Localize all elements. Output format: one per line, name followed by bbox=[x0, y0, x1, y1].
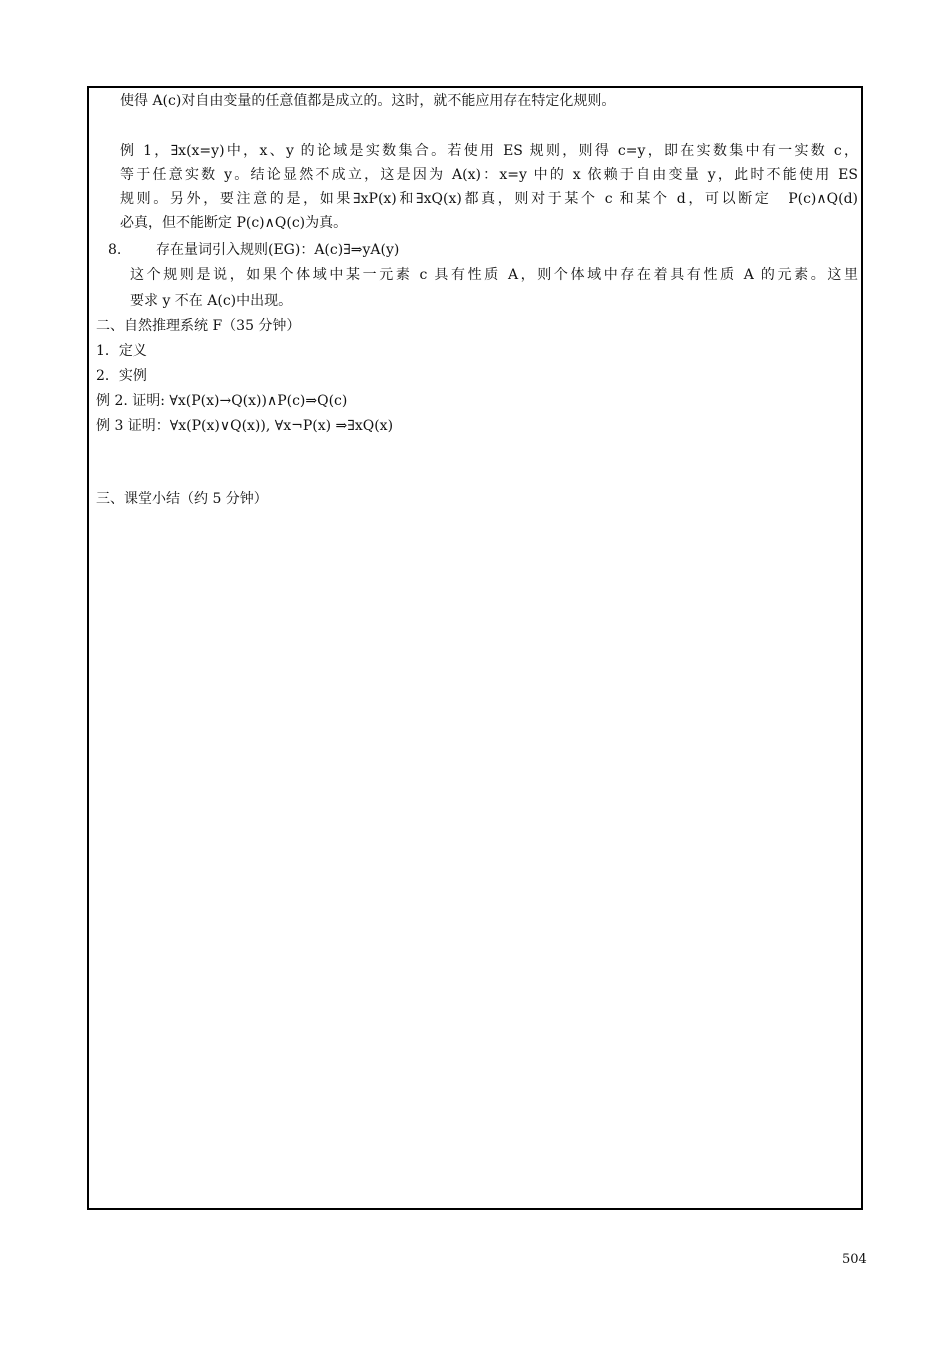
item-definition: 1．定义 bbox=[96, 343, 147, 359]
example-1-line-1: 例 1，∃x(x=y)中，x、y 的论域是实数集合。若使用 ES 规则，则得 c=y，即在实数集中有一实数 c， bbox=[120, 143, 858, 159]
section-heading-2: 二、自然推理系统 F（35 分钟） bbox=[96, 318, 301, 334]
eg-rule-explanation-line-1: 这个规则是说，如果个体域中某一元素 c 具有性质 A，则个体域中存在着具有性质 A 的元素。这里 bbox=[130, 267, 858, 283]
text-line: 使得 A(c)对自由变量的任意值都是成立的。这时，就不能应用存在特定化规则。 bbox=[120, 93, 616, 109]
item-examples: 2．实例 bbox=[96, 368, 147, 384]
example-1-line-4: 必真，但不能断定 P(c)∧Q(c)为真。 bbox=[120, 215, 348, 231]
example-1-line-2: 等于任意实数 y。结论显然不成立，这是因为 A(x)：x=y 中的 x 依赖于自由变量 y，此时不能使用 ES bbox=[120, 167, 858, 183]
example-3: 例 3 证明：∀x(P(x)∨Q(x)), ∀x¬P(x) ⇒∃xQ(x) bbox=[96, 418, 394, 434]
eg-rule-explanation-line-2: 要求 y 不在 A(c)中出现。 bbox=[130, 293, 293, 309]
list-number: 8. bbox=[108, 242, 122, 258]
example-1-line-3: 规则。另外，要注意的是，如果∃xP(x)和∃xQ(x)都真，则对于某个 c 和某个 d，可以断定 P(c)∧Q(d) bbox=[120, 191, 858, 207]
section-heading-3: 三、课堂小结（约 5 分钟） bbox=[96, 491, 268, 507]
example-2: 例 2. 证明: ∀x(P(x)→Q(x))∧P(c)⇒Q(c) bbox=[96, 393, 348, 409]
page-number: 504 bbox=[842, 1252, 867, 1267]
eg-rule-heading: 存在量词引入规则(EG)：A(c)∃⇒yA(y) bbox=[156, 242, 400, 258]
